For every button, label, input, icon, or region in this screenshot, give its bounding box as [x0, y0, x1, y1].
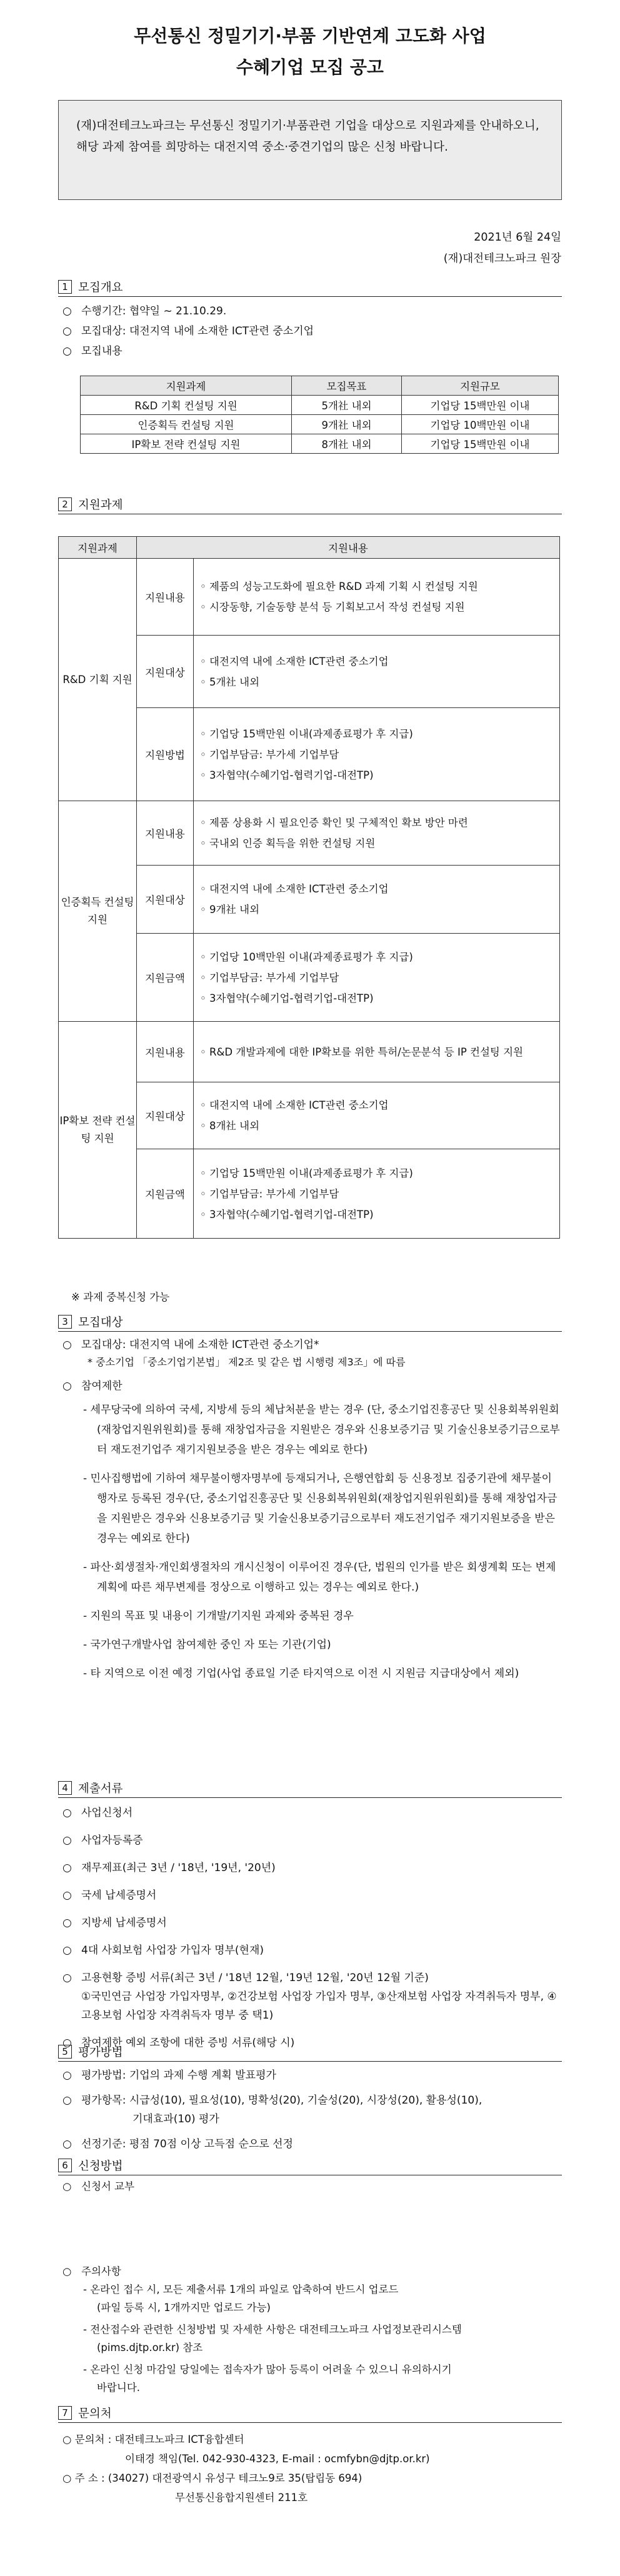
group-items: ◦ 대전지역 내에 소재한 ICT관련 중소기업 ◦ 8개社 내외: [194, 1082, 560, 1149]
circle-bullet-icon: ○: [62, 1944, 72, 1957]
table-cell: 기업당 15백만원 이내: [402, 396, 559, 415]
section-4-body: [62, 1804, 560, 2052]
section-5-body: [62, 2066, 560, 2154]
group-items: ◦ 제품 상용화 시 필요인증 확인 및 구체적인 확보 방안 마련 ◦ 국내외 인증 획득을 위한 컨설팅 지원: [194, 801, 560, 866]
target-text: 모집대상: 대전지역 내에 소재한 ICT관련 중소기업: [81, 325, 314, 337]
list-item: 사업자등록증: [81, 1834, 143, 1847]
exclusion-label: 참여제한: [81, 1380, 122, 1392]
section-divider: [58, 1331, 562, 1332]
group-items: ◦ 기업당 15백만원 이내(과제종료평가 후 지급) ◦ 기업부담금: 부가세 기업부담 ◦ 3자협약(수혜기업-협력기업-대전TP): [194, 1149, 560, 1239]
list-item: 대전지역 내에 소재한 ICT관련 중소기업: [209, 655, 389, 667]
list-item: 기업당 15백만원 이내(과제종료평가 후 지급): [209, 727, 413, 740]
list-item: 국내외 인증 획득을 위한 컨설팅 지원: [209, 837, 376, 849]
section-6-caution: [62, 2262, 560, 2397]
exclusion-item: - 파산·회생절차·개인회생절차의 개시신청이 이루어진 경우(단, 법원의 인가를 받은 회생계획 또는 변제 계획에 따른 채무변제를 정상으로 이행하고 있는 경우는 예외로 한다.): [83, 1561, 556, 1594]
group-items: ◦ 기업당 15백만원 이내(과제종료평가 후 지급) ◦ 기업부담금: 부가세 기업부담 ◦ 3자협약(수혜기업-협력기업-대전TP): [194, 708, 560, 801]
contact-person: 이태경 책임(Tel. 042-930-4323, E-mail : ocmfybn@djtp.or.kr): [125, 2453, 430, 2465]
section-title: 지원과제: [78, 499, 123, 512]
group-label: 지원대상: [137, 866, 194, 934]
employment-detail: ①국민연금 사업장 가입자명부, ②건강보험 사업장 가입자 명부, ③산재보험 사업장 자격취득자 명부, ④고용보험 사업장 자격취득자 명부 중 택1): [81, 1990, 557, 2022]
caution-item-cont: 바랍니다.: [97, 2382, 141, 2394]
section-number: 3: [58, 1315, 72, 1329]
table-row: [59, 801, 560, 866]
group-items: ◦ 제품의 성능고도화에 필요한 R&D 과제 기획 시 컨설팅 지원 ◦ 시장동향, 기술동향 분석 등 기획보고서 작성 컨설팅 지원: [194, 559, 560, 636]
list-item: 참여제한 예외 조항에 대한 증빙 서류(해당 시): [81, 2037, 295, 2049]
caution-item: - 온라인 접수 시, 모든 제출서류 1개의 파일로 압축하여 반드시 업로드: [83, 2284, 399, 2295]
table-row: [59, 1022, 560, 1082]
table-header: 지원과제: [59, 537, 137, 559]
notice-date: 2021년 6월 24일: [474, 231, 561, 244]
caution-item: - 온라인 신청 마감일 당일에는 접속자가 많아 등록이 어려울 수 있으니 유의하시기: [83, 2364, 452, 2375]
caution-item: - 전산접수와 관련한 신청방법 및 자세한 사항은 대전테크노파크 사업정보관리시스템: [83, 2324, 462, 2335]
list-item: 재무제표(최근 3년 / '18년, '19년, '20년): [81, 1862, 276, 1874]
list-item: 8개社 내외: [209, 1120, 260, 1132]
group-label: 지원금액: [137, 1149, 194, 1239]
contact-block: [62, 2430, 430, 2507]
section-6-heading: [58, 2157, 122, 2174]
circle-bullet-icon: ○: [62, 2037, 72, 2049]
duplicate-note: ※ 과제 중복신청 가능: [71, 1291, 170, 1303]
circle-bullet-icon: ○: [62, 1380, 72, 1392]
list-item: R&D 개발과제에 대한 IP확보를 위한 특허/논문분석 등 IP 컨설팅 지원: [209, 1046, 523, 1058]
list-item: 시장동향, 기술동향 분석 등 기획보고서 작성 컨설팅 지원: [209, 601, 465, 613]
issuer: (재)대전테크노파크 원장: [443, 252, 561, 265]
circle-bullet-icon: ○: [62, 2069, 72, 2082]
section-number: 5: [58, 2045, 72, 2059]
intro-box: (재)대전테크노파크는 무선통신 정밀기기·부품관련 기업을 대상으로 지원과제를 안내하오니, 해당 과제 참여를 희망하는 대전지역 중소·중견기업의 많은 신청 바랍니다.: [58, 100, 562, 200]
recruitment-table: [80, 376, 559, 454]
section-title: 문의처: [78, 2407, 112, 2420]
list-item: 기업부담금: 부가세 기업부담: [209, 971, 339, 984]
circle-bullet-icon: ○: [62, 325, 72, 337]
table-cell: 5개社 내외: [292, 396, 402, 415]
exclusion-item: - 지원의 목표 및 내용이 기개발/기지원 과제와 중복된 경우: [83, 1610, 354, 1622]
list-item: 대전지역 내에 소재한 ICT관련 중소기업: [209, 883, 389, 895]
group-label: 지원금액: [137, 934, 194, 1022]
section-6-body: [62, 2177, 560, 2195]
group-items: ◦ 기업당 10백만원 이내(과제종료평가 후 지급) ◦ 기업부담금: 부가세 기업부담 ◦ 3자협약(수혜기업-협력기업-대전TP): [194, 934, 560, 1022]
section-3-body: [62, 1335, 560, 1684]
table-row: [81, 434, 559, 454]
exclusion-item: - 세무당국에 의하여 국세, 지방세 등의 체납처분을 받는 경우 (단, 중소기업진흥공단 및 신용회복위원회(재창업지원위원회)를 통해 재창업자금을 지원받은 경우와 신용보증기금 및 기술신용보증기금으로부터 재도전기업주 재기지원보증을 받은 경우는 예외로 한다): [83, 1404, 560, 1456]
circle-bullet-icon: ○: [62, 2180, 72, 2192]
section-number: 7: [58, 2406, 72, 2420]
caution-item-cont: (pims.djtp.or.kr) 참조: [97, 2342, 203, 2354]
table-header: 지원규모: [402, 376, 559, 396]
table-cell: R&D 기획 컨설팅 지원: [81, 396, 292, 415]
table-header: 지원내용: [137, 537, 560, 559]
section-title: 제출서류: [78, 1782, 123, 1795]
section-number: 2: [58, 497, 72, 511]
list-item: 기업당 15백만원 이내(과제종료평가 후 지급): [209, 1167, 413, 1179]
doc-title-line1: 무선통신 정밀기기·부품 기반연계 고도화 사업: [134, 26, 486, 46]
circle-bullet-icon: ○: [62, 1972, 72, 1984]
group-label: 지원대상: [137, 1082, 194, 1149]
exclusion-item: - 민사집행법에 기하여 채무불이행자명부에 등재되거나, 은행연합회 등 신용정보 집중기관에 채무불이행자로 등록된 경우(단, 중소기업진흥공단 및 신용회복위원회(재창업지원위원회)를 통해 재창업자금을 지원받은 경우와 신용보증기금 및 기술신용보증기금으로부터 재도전기업주 재기지원보증을 받은 경우는 예외로 한다): [83, 1472, 558, 1545]
section-divider: [58, 2422, 562, 2423]
list-item: 4대 사회보험 사업장 가입자 명부(현재): [81, 1944, 264, 1957]
category-cell: 인증획득 컨설팅 지원: [59, 801, 137, 1022]
list-item: 대전지역 내에 소재한 ICT관련 중소기업: [209, 1099, 389, 1111]
section-title: 모집대상: [78, 1316, 123, 1329]
method-text: 평가방법: 기업의 과제 수행 계획 발표평가: [81, 2069, 276, 2082]
list-item: 3자협약(수혜기업-협력기업-대전TP): [209, 769, 374, 781]
contact-address: ○ 주 소 : (34027) 대전광역시 유성구 테크노9로 35(탑립동 694): [62, 2472, 362, 2484]
list-item: 기업부담금: 부가세 기업부담: [209, 748, 339, 761]
table-header: 모집목표: [292, 376, 402, 396]
section-1-heading: [58, 279, 122, 295]
section-number: 6: [58, 2159, 72, 2172]
section-number: 4: [58, 1781, 72, 1795]
section-2-heading: [58, 496, 122, 512]
list-item: 사업신청서: [81, 1807, 133, 1819]
category-cell: R&D 기획 지원: [59, 559, 137, 801]
list-item: 제품의 성능고도화에 필요한 R&D 과제 기획 시 컨설팅 지원: [209, 581, 478, 592]
circle-bullet-icon: ○: [62, 1807, 72, 1819]
list-item: 국세 납세증명서: [81, 1889, 157, 1902]
list-item: 5개社 내외: [209, 676, 260, 688]
circle-bullet-icon: ○: [62, 345, 72, 357]
list-item: 3자협약(수혜기업-협력기업-대전TP): [209, 1208, 374, 1221]
section-title: 평가방법: [78, 2046, 123, 2059]
section-number: 1: [58, 280, 72, 294]
caution-item-cont: (파일 등록 시, 1개까지만 업로드 가능): [97, 2302, 271, 2314]
category-cell: IP확보 전략 컨설팅 지원: [59, 1022, 137, 1239]
doc-title-line2: 수혜기업 모집 공고: [236, 57, 384, 77]
table-cell: IP확보 전략 컨설팅 지원: [81, 434, 292, 454]
group-label: 지원대상: [137, 636, 194, 708]
table-cell: 9개社 내외: [292, 415, 402, 434]
table-header: 지원과제: [81, 376, 292, 396]
table-cell: 8개社 내외: [292, 434, 402, 454]
section-divider: [58, 1797, 562, 1798]
criteria-text-cont: 기대효과(10) 평가: [132, 2113, 219, 2125]
list-item: 기업당 10백만원 이내(과제종료평가 후 지급): [209, 951, 413, 963]
group-items: ◦ 대전지역 내에 소재한 ICT관련 중소기업 ◦ 9개社 내외: [194, 866, 560, 934]
circle-bullet-icon: ○: [62, 2265, 72, 2277]
group-label: 지원내용: [137, 559, 194, 636]
circle-bullet-icon: ○: [62, 1889, 72, 1902]
period-label: 신청서 교부: [81, 2180, 134, 2192]
support-table: [58, 536, 560, 1239]
table-row: [81, 415, 559, 434]
group-items: ◦ 대전지역 내에 소재한 ICT관련 중소기업 ◦ 5개社 내외: [194, 636, 560, 708]
table-cell: 기업당 15백만원 이내: [402, 434, 559, 454]
content-label: 모집내용: [81, 345, 122, 357]
group-label: 지원내용: [137, 1022, 194, 1082]
group-label: 지원방법: [137, 708, 194, 801]
circle-bullet-icon: ○: [62, 2138, 72, 2150]
contact-org: ○ 문의처 : 대전테크노파크 ICT융합센터: [62, 2434, 244, 2445]
exclusion-item: - 국가연구개발사업 참여제한 중인 자 또는 기관(기업): [83, 1639, 331, 1651]
list-item: 기업부담금: 부가세 기업부담: [209, 1187, 339, 1200]
section-divider: [58, 2061, 562, 2062]
circle-bullet-icon: ○: [62, 1917, 72, 1929]
target-note: * 중소기업 「중소기업기본법」 제2조 및 같은 법 시행령 제3조」에 따름: [88, 1356, 406, 1368]
section-3-heading: [58, 1314, 122, 1330]
table-cell: 기업당 10백만원 이내: [402, 415, 559, 434]
group-label: 지원내용: [137, 801, 194, 866]
section-7-heading: [58, 2405, 112, 2421]
section-title: 신청방법: [78, 2160, 123, 2173]
period-text: 수행기간: 협약일 ~ 21.10.29.: [81, 305, 227, 317]
list-item: 제품 상용화 시 필요인증 확인 및 구체적인 확보 방안 마련: [209, 817, 468, 829]
section-divider: [58, 296, 562, 297]
table-row: [59, 559, 560, 636]
target-text: 모집대상: 대전지역 내에 소재한 ICT관련 중소기업*: [81, 1339, 319, 1351]
list-item: 3자협약(수혜기업-협력기업-대전TP): [209, 992, 374, 1004]
circle-bullet-icon: ○: [62, 1834, 72, 1847]
list-item: 고용현황 증빙 서류(최근 3년 / '18년 12월, '19년 12월, '20년 12월 기준): [81, 1972, 429, 1984]
table-row: [81, 396, 559, 415]
selection-text: 선정기준: 평점 70점 이상 고득점 순으로 선정: [81, 2138, 293, 2150]
list-item: 지방세 납세증명서: [81, 1917, 167, 1929]
section-4-heading: [58, 1780, 122, 1796]
criteria-text: 평가항목: 시급성(10), 필요성(10), 명확성(20), 기술성(20), 시장성(20), 활용성(10),: [81, 2094, 482, 2107]
circle-bullet-icon: ○: [62, 2094, 72, 2107]
contact-address-cont: 무선통신융합지원센터 211호: [175, 2492, 308, 2504]
section-title: 모집개요: [78, 281, 123, 294]
circle-bullet-icon: ○: [62, 305, 72, 317]
group-items: ◦ R&D 개발과제에 대한 IP확보를 위한 특허/논문분석 등 IP 컨설팅 지원: [194, 1022, 560, 1082]
circle-bullet-icon: ○: [62, 1339, 72, 1351]
exclusion-item: - 타 지역으로 이전 예정 기업(사업 종료일 기준 타지역으로 이전 시 지원금 지급대상에서 제외): [83, 1667, 519, 1680]
table-cell: 인증획득 컨설팅 지원: [81, 415, 292, 434]
list-item: 9개社 내외: [209, 904, 260, 916]
section-5-heading: [58, 2044, 122, 2060]
circle-bullet-icon: ○: [62, 1862, 72, 1874]
caution-label: 주의사항: [81, 2265, 121, 2277]
section-1-body: [62, 301, 560, 361]
